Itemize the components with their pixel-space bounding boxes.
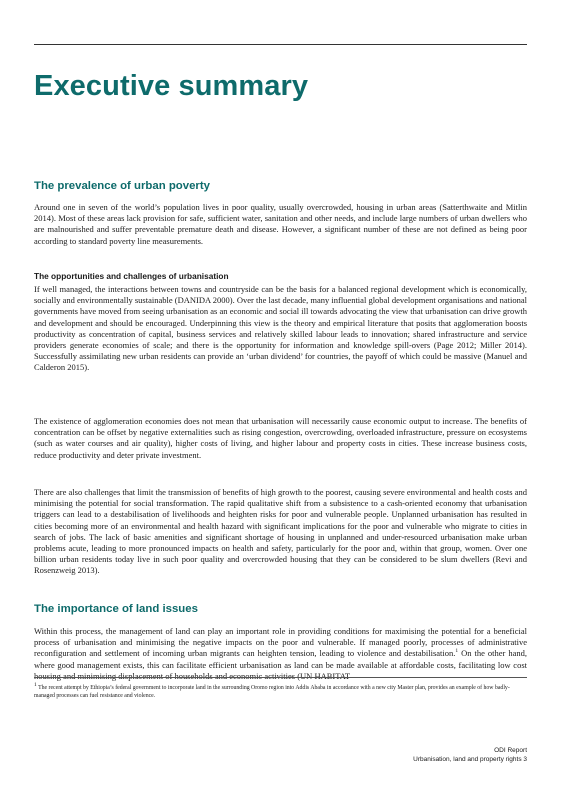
footnote [34, 684, 527, 700]
paragraph-land-text-b: On the other hand, where good management exists, this can facilitate efficient urbanisation as land can be made available at affordable costs, facilitating low cost housing and minimising displacement of households and economic activities (UN HABITAT [34, 648, 527, 681]
section-heading-poverty: The prevalence of urban poverty [34, 180, 210, 192]
paragraph-opportunities-2: The existence of agglomeration economies does not mean that urbanisation will necessarily cause economic output to increase. The benefits of concentration can be offset by negative externalities such as rising congestion, overcrowding, overloaded infrastructure, pressure on ecosystems (such as water courses and air quality), higher costs of living, and higher labour and property costs in cities. These increase business costs, reduce productivity and deter private investment. [34, 416, 527, 460]
footnote-text: The recent attempt by Ethiopia’s federal government to incorporate land in the surrounding Oromo region into Addis Ababa in accordance with a new city Master plan, provides an example of how badly-managed processes can fuel resistance and violence. [34, 685, 510, 699]
top-rule [34, 44, 527, 45]
footer-report-title-page: Urbanisation, land and property rights 3 [413, 755, 527, 763]
page-title: Executive summary [34, 70, 309, 102]
footnote-marker: 1 [34, 682, 37, 689]
section-heading-land: The importance of land issues [34, 603, 198, 615]
footnote-rule [34, 677, 527, 678]
paragraph-land [34, 626, 527, 682]
paragraph-land-text-a: Within this process, the management of land can play an important role in providing conditions for maximising the potential for a beneficial process of urbanisation and minimising the negative impacts on the poor and vulnerable. If managed poorly, processes of administrative reconfiguration and settlement of incoming urban migrants can heighten tension, leading to violence and destabilisation. [34, 626, 527, 659]
paragraph-opportunities-1: If well managed, the interactions between towns and countryside can be the basis for a balanced regional development which is economically, socially and environmentally sustainable (DANIDA 2000). Over the last decade, many influential global development organisations and national governments have moved from seeing urbanisation as an economic and social ill towards advocating the view that urbanisation can drive growth and development and should be encouraged. Underpinning this view is the theory and empirical literature that posits that agglomeration boosts productivity as concentration of capital, business services and relatively skilled labour leads to innovation; shared infrastructure and service providers generate economies of scale; and there is the opportunity for information and knowledge spill-overs (Page 2012; Miller 2014). Successfully assimilating new urban residents can provide an ‘urban dividend’ for countries, the payoff of which could be massive (Manuel and Calderon 2015). [34, 284, 527, 373]
page-footer [413, 747, 527, 764]
paragraph-opportunities-3: There are also challenges that limit the transmission of benefits of high growth to the poorest, causing severe environmental and health costs and minimising the potential for social transformation. The rapid qualitative shift from a subsistence to a cash-oriented economy that urbanisation triggers can lead to a destabilisation of livelihoods and heighten risks for poor and vulnerable people. Unplanned urbanisation has resulted in cities becoming more of an environmental and health hazard with significant implications for the poor and vulnerable who migrate to cities in search of jobs. The lack of basic amenities and significant shortage of housing in unplanned and under-resourced urbanisation make urban problems acute, leading to more pronounced impacts on health and safety, particularly for the poor and, within that group, women. Over one billion urban residents today live in such poor quality and overcrowded housing that they can be considered to be slum dwellers (Revi and Rosenzweig 2013). [34, 487, 527, 576]
footer-report-name: ODI Report [494, 747, 527, 754]
footnote-reference: 1 [455, 648, 459, 655]
subheading-opportunities: The opportunities and challenges of urbanisation [34, 271, 229, 281]
paragraph-poverty: Around one in seven of the world’s population lives in poor quality, usually overcrowded, housing in urban areas (Satterthwaite and Mitlin 2014). Most of these areas lack provision for safe, sufficient water, sanitation and other needs, and include large numbers of urban dwellers who are malnourished and suffer preventable premature death and disease. However, a significant number of these are not defined as being poor according to standard poverty line measurements. [34, 202, 527, 246]
